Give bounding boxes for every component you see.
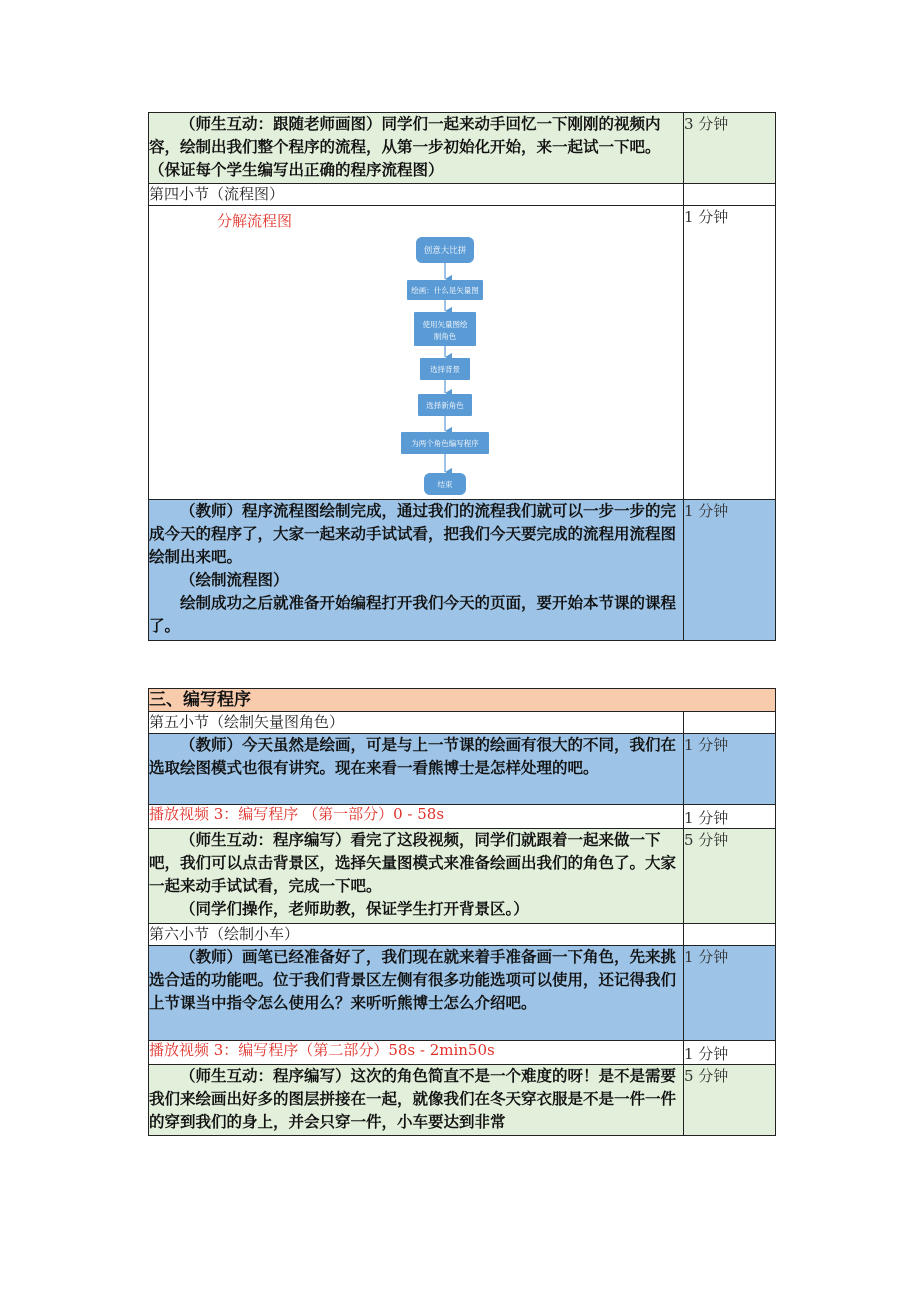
table-row xyxy=(149,184,776,206)
interaction-cell xyxy=(149,113,684,184)
teacher-text: （教师）今天虽然是绘画，可是与上一节课的绘画有很大的不同，我们在选取绘图模式也很有讲究。现在来看一看熊博士是怎样处理的吧。 xyxy=(149,736,677,777)
time-cell: 1 分钟 xyxy=(684,500,776,641)
time-cell: 1 分钟 xyxy=(684,206,776,500)
time-cell: 1 分钟 xyxy=(684,734,776,805)
time-cell xyxy=(684,924,776,946)
time-cell: 1 分钟 xyxy=(684,1041,776,1065)
flowchart-title: 分解流程图 xyxy=(217,212,293,230)
flowchart-node-label: 结束 xyxy=(437,480,453,489)
lesson-table-1 xyxy=(148,112,776,641)
interaction-note: （同学们操作，老师助教，保证学生打开背景区。） xyxy=(180,900,529,918)
table-row xyxy=(149,113,776,184)
teacher-note: （绘制流程图） xyxy=(180,571,289,589)
table-row xyxy=(149,500,776,641)
time-cell: 1 分钟 xyxy=(684,946,776,1041)
flowchart-node-label: 为两个角色编写程序 xyxy=(411,439,479,448)
table-row xyxy=(149,206,776,500)
interaction-cell xyxy=(149,1065,684,1136)
table-row xyxy=(149,689,776,712)
table-row xyxy=(149,829,776,924)
table-row xyxy=(149,734,776,805)
time-cell: 3 分钟 xyxy=(684,113,776,184)
flowchart-node-label: 使用矢量图绘制角色 xyxy=(422,320,468,341)
table-row xyxy=(149,946,776,1041)
section-title: 第六小节（绘制小车） xyxy=(149,924,684,946)
interaction-text: （师生互动：程序编写）这次的角色简直不是一个难度的呀！是不是需要我们来绘画出好多的图层拼接在一起，就像我们在冬天穿衣服是不是一件一件的穿到我们的身上，并会只穿一件，小车要达到非常 xyxy=(149,1067,677,1131)
interaction-text: （师生互动：程序编写）看完了这段视频，同学们就跟着一起来做一下吧，我们可以点击背景区，选择矢量图模式来准备绘画出我们的角色了。大家一起来动手试试看，完成一下吧。 xyxy=(149,831,677,895)
video-cell: 播放视频 3：编写程序（第二部分）58s - 2min50s xyxy=(149,1041,684,1065)
time-cell xyxy=(684,184,776,206)
table-row xyxy=(149,1041,776,1065)
time-cell xyxy=(684,712,776,734)
flowchart-node-label: 选择背景 xyxy=(430,365,460,374)
flowchart xyxy=(149,206,684,499)
video-cell: 播放视频 3：编写程序 （第一部分）0 - 58s xyxy=(149,805,684,829)
teacher-text: （教师）画笔已经准备好了，我们现在就来着手准备画一下角色，先来挑选合适的功能吧。位于我们背景区左侧有很多功能选项可以使用，还记得我们上节课当中指令怎么使用么？来听听熊博士怎么介绍吧。 xyxy=(149,948,677,1012)
teacher-cell xyxy=(149,500,684,641)
flowchart-cell xyxy=(149,206,684,500)
teacher-text: （教师）程序流程图绘制完成，通过我们的流程我们就可以一步一步的完成今天的程序了，大家一起来动手试试看，把我们今天要完成的流程用流程图绘制出来吧。 xyxy=(149,502,677,566)
flowchart-node-label: 创意大比拼 xyxy=(423,246,467,256)
time-cell: 5 分钟 xyxy=(684,1065,776,1136)
section-title: 第五小节（绘制矢量图角色） xyxy=(149,712,684,734)
table-row xyxy=(149,712,776,734)
table-row xyxy=(149,1065,776,1136)
time-cell: 5 分钟 xyxy=(684,829,776,924)
lesson-table-2 xyxy=(148,688,776,1136)
flowchart-node-label: 绘画：什么是矢量图 xyxy=(411,286,479,295)
teacher-cell xyxy=(149,734,684,805)
flowchart-node-label: 选择新角色 xyxy=(426,401,464,410)
teacher-text: 绘制成功之后就准备开始编程打开我们今天的页面，要开始本节课的课程了。 xyxy=(149,594,677,635)
interaction-cell xyxy=(149,829,684,924)
table-row xyxy=(149,805,776,829)
time-cell: 1 分钟 xyxy=(684,805,776,829)
teacher-cell xyxy=(149,946,684,1041)
table-row xyxy=(149,924,776,946)
interaction-text: （师生互动：跟随老师画图）同学们一起来动手回忆一下刚刚的视频内容，绘制出我们整个程序的流程，从第一步初始化开始，来一起试一下吧。（保证每个学生编写出正确的程序流程图） xyxy=(149,115,661,179)
section-header: 三、编写程序 xyxy=(149,689,776,712)
section-title: 第四小节（流程图） xyxy=(149,184,684,206)
